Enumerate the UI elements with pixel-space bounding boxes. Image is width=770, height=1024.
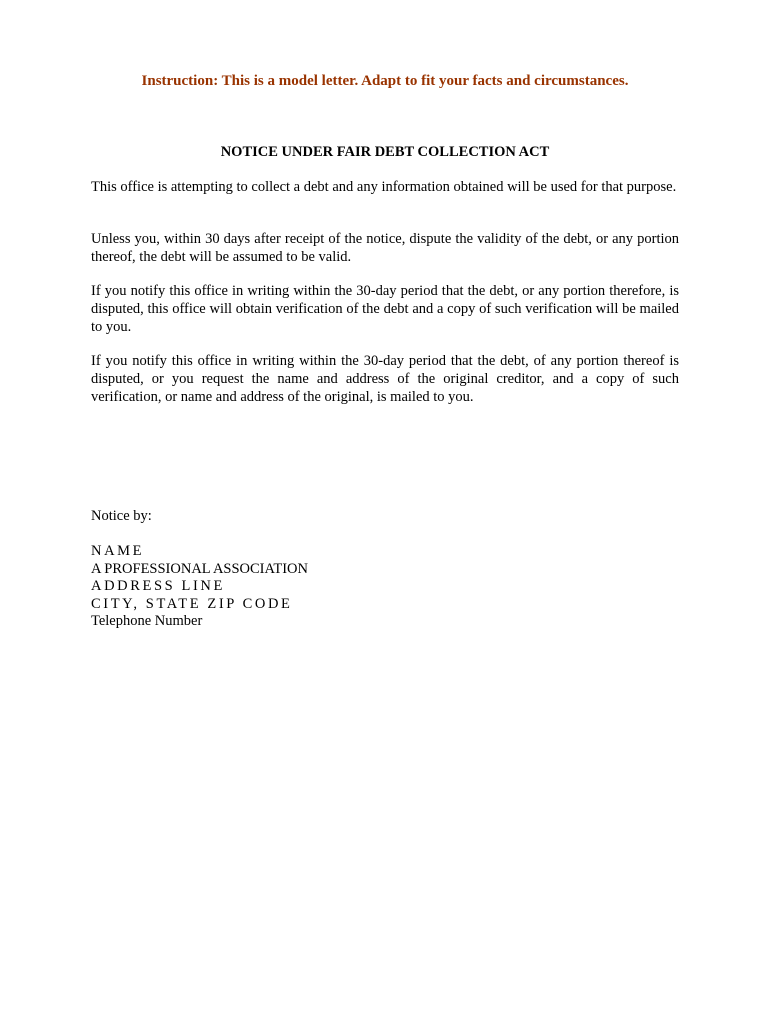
paragraph-verification: If you notify this office in writing within the 30-day period that the debt, or any portion therefore, is disputed, this office will obtain verification of the debt and a copy of such verification will be mailed to you.: [91, 283, 679, 335]
signature-association: A PROFESSIONAL ASSOCIATION: [91, 560, 309, 577]
paragraph-original-creditor: If you notify this office in writing within the 30-day period that the debt, of any portion thereof is disputed, or you request the name and address of the original creditor, and a copy of such verification, or name and address of the original, is mailed to you.: [91, 353, 679, 405]
signature-address: ADDRESS LINE: [91, 578, 225, 594]
notice-by-label: Notice by:: [91, 508, 152, 524]
signature-telephone: Telephone Number: [91, 613, 203, 629]
paragraph-debt-collection-notice: This office is attempting to collect a debt and any information obtained will be used for that purpose.: [91, 179, 677, 195]
document-title: NOTICE UNDER FAIR DEBT COLLECTION ACT: [220, 144, 550, 160]
signature-name: NAME: [91, 543, 145, 559]
instruction-note: Instruction: This is a model letter. Adapt to fit your facts and circumstances.: [141, 73, 629, 89]
paragraph-validity-assumption: Unless you, within 30 days after receipt of the notice, dispute the validity of the debt, or any portion thereof, the debt will be assumed to be valid.: [91, 231, 679, 265]
signature-city-state-zip: CITY, STATE ZIP CODE: [91, 595, 293, 612]
signature-block: [91, 543, 491, 631]
